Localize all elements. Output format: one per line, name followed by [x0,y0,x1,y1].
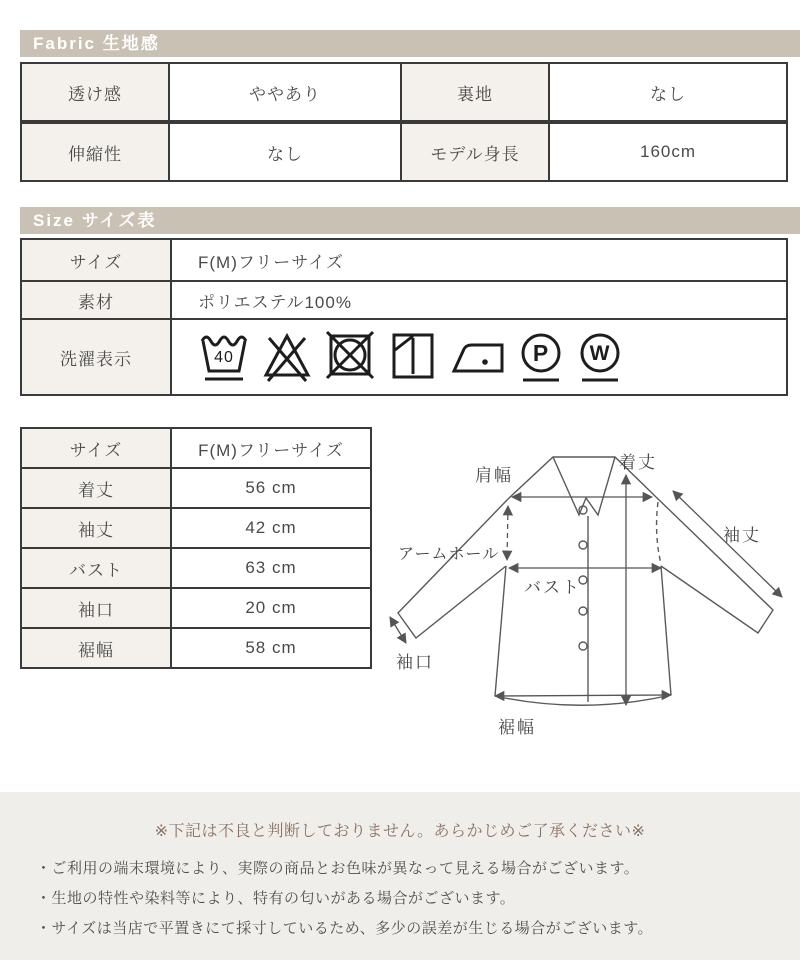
material-label: 素材 [21,281,171,319]
disclaimer-item-smell: ・生地の特性や染料等により、特有の匂いがある場合がございます。 [36,890,516,907]
meas-header-label: サイズ [21,428,171,468]
meas-label-cuff: 袖口 [21,588,171,628]
care-symbols-row [198,328,786,386]
measurement-table [20,427,372,669]
fabric-value-sheerness: ややあり [169,63,401,122]
table-row [21,122,787,181]
fabric-label-model-height: モデル身長 [401,122,549,181]
fabric-value-model-height: 160cm [549,122,787,181]
disclaimer-title: ※下記は不良と判断しておりません。あらかじめご了承ください※ [154,823,646,840]
line-dry-in-shade-icon [387,329,439,385]
meas-value-sleeve: 42 cm [171,508,371,548]
table-row [21,508,371,548]
table-row [21,319,787,395]
table-row [21,428,371,468]
shirt-measurement-diagram [378,428,798,768]
size-label: サイズ [21,239,171,281]
fabric-section-header: Fabric 生地感 [20,30,800,57]
size-value: F(M)フリーサイズ [171,239,787,281]
disclaimer-section [0,792,800,960]
size-section-header: Size サイズ表 [20,207,800,234]
table-row [21,548,371,588]
cuff-label: 袖口 [396,653,434,672]
fabric-label-lining: 裏地 [401,63,549,122]
disclaimer-item-color: ・ご利用の端末環境により、実際の商品とお色味が異なって見える場合がございます。 [36,860,640,877]
body-length-label: 着丈 [619,453,657,472]
meas-label-length: 着丈 [21,468,171,508]
table-row [21,468,371,508]
iron-low-icon [450,329,506,385]
meas-value-hem: 58 cm [171,628,371,668]
no-tumble-dry-icon [324,329,376,385]
disclaimer-item-size: ・サイズは当店で平置きにて採寸しているため、多少の誤差が生じる場合がございます。 [36,920,654,937]
meas-label-sleeve: 袖丈 [21,508,171,548]
meas-value-cuff: 20 cm [171,588,371,628]
meas-header-value: F(M)フリーサイズ [171,428,371,468]
table-row [21,588,371,628]
svg-text:W: W [589,342,611,365]
dry-clean-p-icon [517,328,565,386]
measurement-arrows [390,475,782,705]
svg-text:40: 40 [214,349,234,366]
table-row [21,281,787,319]
fabric-table [20,62,788,182]
table-row [21,628,371,668]
sleeve-length-label: 袖丈 [723,526,761,545]
table-row [21,239,787,281]
size-table [20,238,788,396]
table-row [21,63,787,122]
bust-label: バスト [524,578,581,597]
fabric-label-stretch: 伸縮性 [21,122,169,181]
wet-clean-w-icon [576,328,624,386]
shirt-outline [398,457,773,705]
meas-value-length: 56 cm [171,468,371,508]
care-label: 洗濯表示 [21,319,171,395]
meas-label-hem: 裾幅 [21,628,171,668]
hem-width-label: 裾幅 [498,718,536,737]
wash-40-icon [198,329,250,385]
fabric-value-stretch: なし [169,122,401,181]
meas-value-bust: 63 cm [171,548,371,588]
no-bleach-icon [261,329,313,385]
armhole-label: アームホール [398,546,500,563]
care-symbols-cell [171,319,787,395]
meas-label-bust: バスト [21,548,171,588]
shoulder-width-label: 肩幅 [475,466,513,485]
fabric-value-lining: なし [549,63,787,122]
svg-text:P: P [532,340,550,366]
fabric-label-sheerness: 透け感 [21,63,169,122]
material-value: ポリエステル100% [171,281,787,319]
